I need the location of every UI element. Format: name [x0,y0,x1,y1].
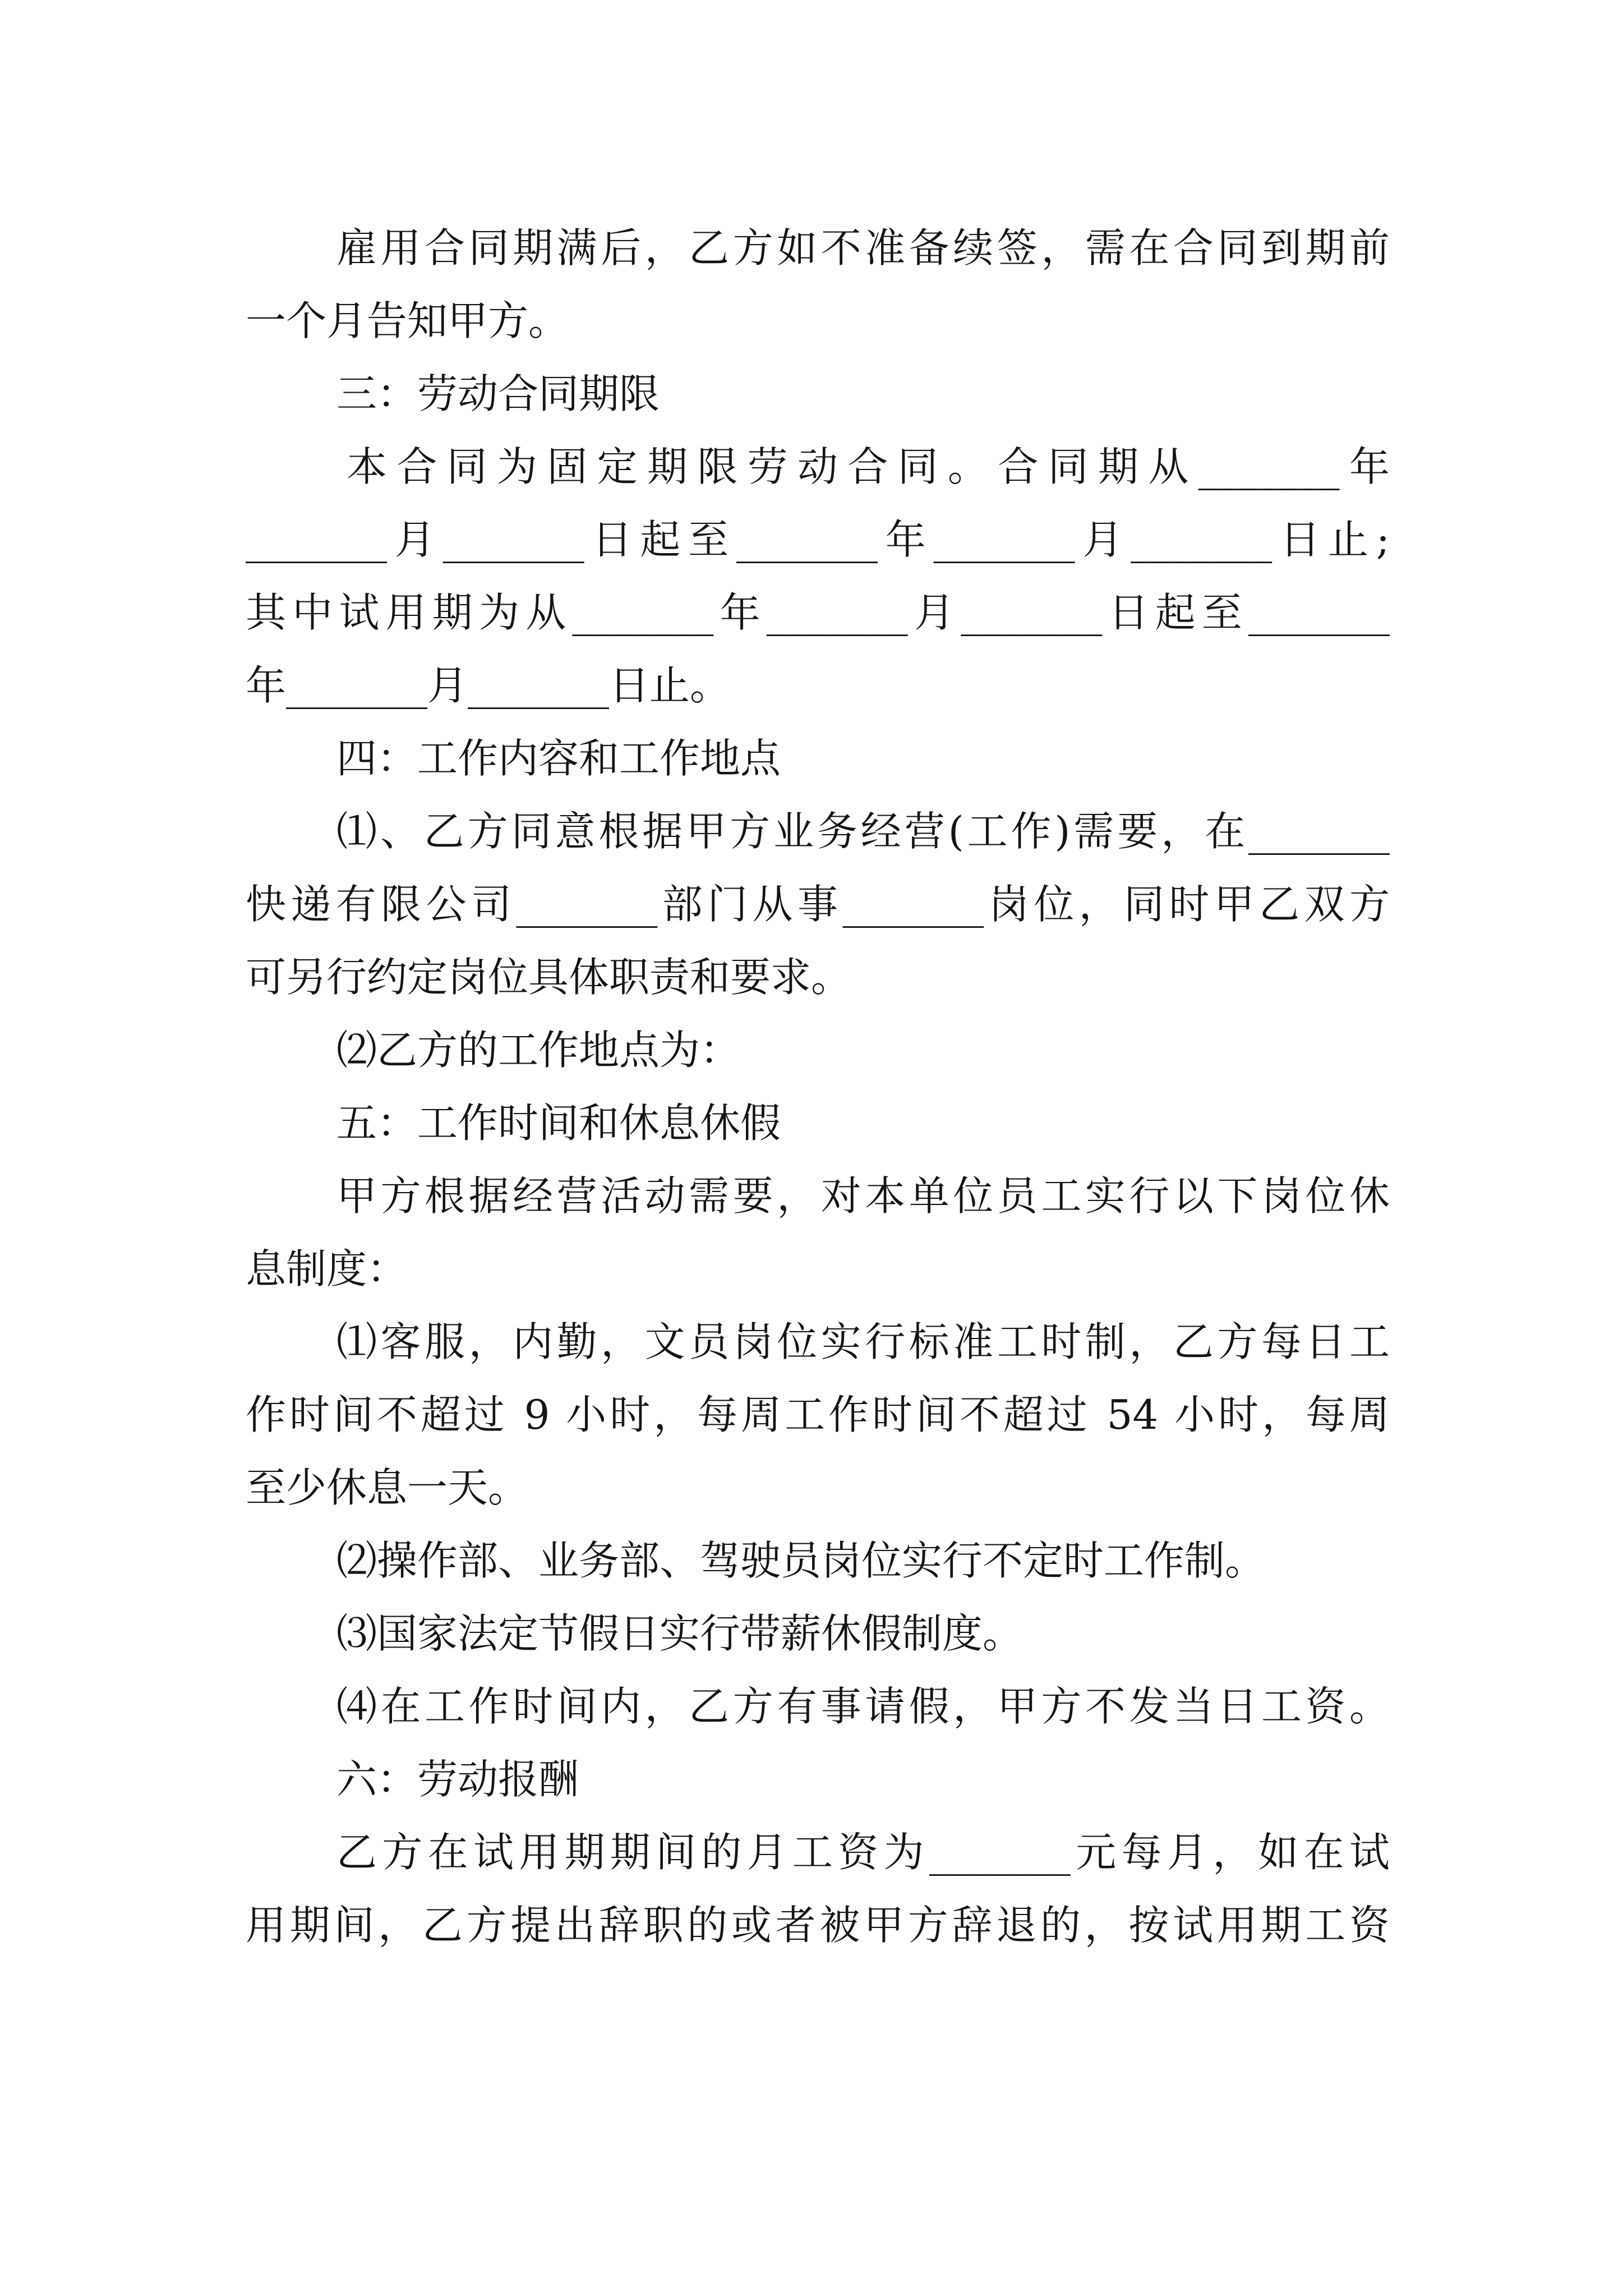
text-line: ⑶国家法定节假日实行带薪休假制度。 [336,1610,1023,1657]
section-heading: 四：工作内容和工作地点 [336,735,781,782]
text-line: 可另行约定岗位具体职责和要求。 [246,954,852,1001]
section-heading: 三：劳动合同期限 [336,370,660,417]
text-line: 本合同为固定期限劳动合同。合同期从_______年 [347,443,1390,490]
text-line: ⑴客服，内勤，文员岗位实行标准工时制，乙方每日工 [336,1318,1390,1365]
text-line: 至少休息一天。 [246,1464,529,1511]
text-line: 快递有限公司_______部门从事_______岗位，同时甲乙双方 [246,881,1390,928]
text-line: 息制度： [246,1245,408,1292]
text-line: 用期间，乙方提出辞职的或者被甲方辞退的，按试用期工资 [246,1902,1390,1949]
text-line: 乙方在试用期期间的月工资为_______元每月，如在试 [336,1829,1390,1876]
text-line: ⑵乙方的工作地点为： [336,1027,741,1074]
text-line: _______月_______日起至_______年_______月_______日止; [246,516,1390,563]
text-line: 甲方根据经营活动需要，对本单位员工实行以下岗位休 [336,1172,1390,1220]
text-line: 作时间不超过 9 小时，每周工作时间不超过 54 小时，每周 [246,1391,1390,1438]
text-line: 一个月告知甲方。 [246,297,569,344]
text-line: 其中试用期为从_______年_______月_______日起至_______ [246,589,1390,636]
text-line: ⑴、乙方同意根据甲方业务经营(工作)需要，在_______ [336,808,1390,855]
text-line: ⑷在工作时间内，乙方有事请假，甲方不发当日工资。 [336,1683,1390,1730]
text-line: 年_______月_______日止。 [246,662,731,709]
section-heading: 六：劳动报酬 [336,1756,579,1803]
text-line: ⑵操作部、业务部、驾驶员岗位实行不定时工作制。 [336,1537,1266,1584]
text-line: 雇用合同期满后，乙方如不准备续签，需在合同到期前 [336,224,1390,272]
section-heading: 五：工作时间和休息休假 [336,1099,781,1147]
